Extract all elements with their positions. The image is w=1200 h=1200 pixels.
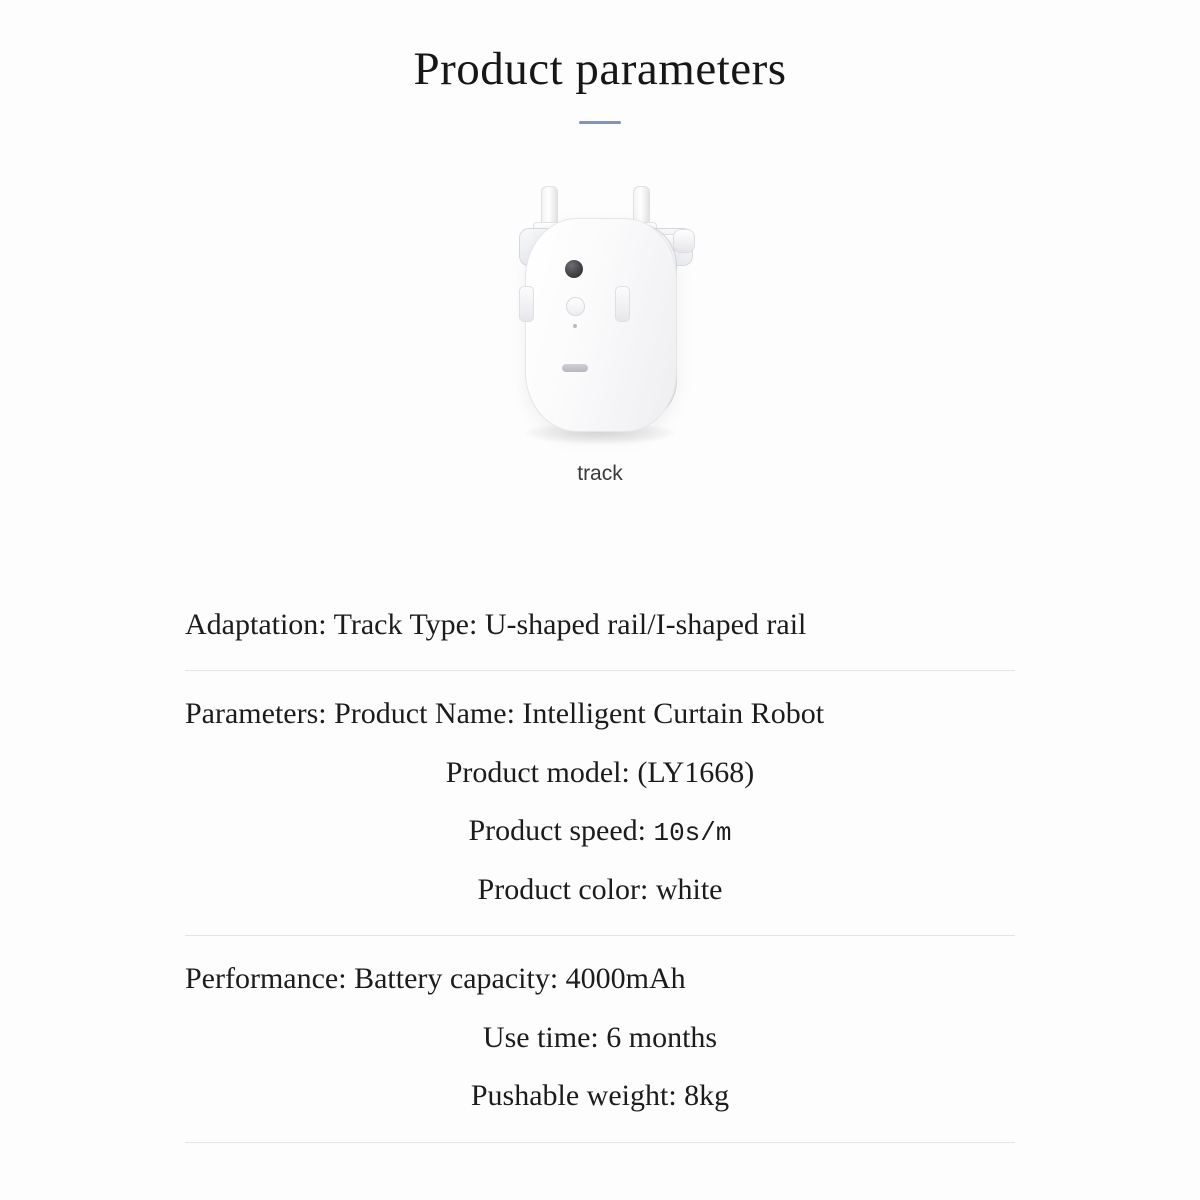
spec-line: Product model: (LY1668) [445,755,755,789]
spec-line: Parameters: Product Name: Intelligent Curtain Robot [185,697,825,731]
spec-group-parameters [185,670,1015,935]
spec-line: Pushable weight: 8kg [470,1079,730,1113]
spec-group-adaptation [185,582,1015,671]
spec-line: Adaptation: Track Type: U-shaped rail/I-shaped rail [185,607,807,641]
sensor-lens-icon [565,260,583,278]
rail-knob [673,229,695,253]
figure-caption: track [577,461,623,485]
page-header [0,0,1200,124]
device-side-tab-right [615,286,630,322]
specs-bottom-divider [185,1142,1015,1143]
status-led-icon [573,324,577,328]
spec-line: Performance: Battery capacity: 4000mAh [185,962,686,996]
product-figure [0,182,1200,512]
spec-line: Use time: 6 months [482,1020,718,1054]
device-side-tab-left [519,286,534,322]
page-title: Product parameters [413,43,787,95]
product-image-curtain-robot [485,182,715,452]
spec-value: 10s/m [653,818,732,849]
device-port-slot [562,364,588,372]
spec-line-product-speed [185,802,1015,861]
spec-group-performance [185,935,1015,1142]
specifications-list [185,582,1015,1142]
title-divider [579,121,621,124]
device-power-button [566,297,585,316]
device-body [525,218,677,432]
spec-line: Product color: white [477,872,723,906]
spec-label: Product speed: [468,814,654,848]
